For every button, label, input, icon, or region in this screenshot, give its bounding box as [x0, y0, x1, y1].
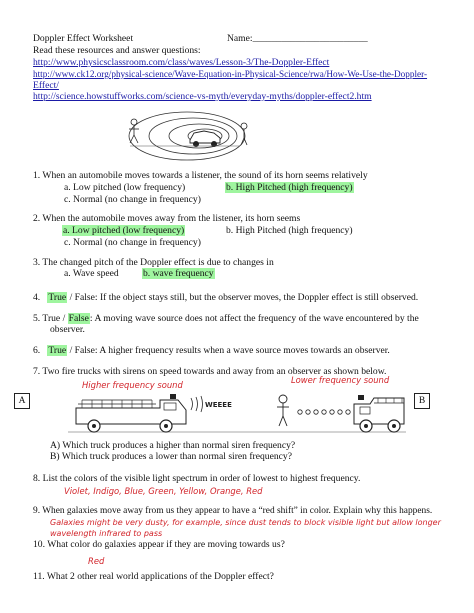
q5-statement: : A moving wave source does not affect the frequency of the wave encountered by the — [89, 313, 419, 324]
q3-option-b-selected: b. wave frequency — [143, 268, 214, 279]
question-2: 2. When the automobile moves away from the listener, its horn seems — [33, 213, 301, 224]
fire-truck-a — [76, 394, 186, 432]
siren-sound-text: WEEEE — [205, 401, 232, 409]
q2-option-c: c. Normal (no change in frequency) — [64, 237, 201, 248]
q1-option-b-selected: b. High Pitched (high frequency) — [226, 182, 353, 193]
q5-statement-continued: observer. — [50, 324, 85, 335]
question-4 — [33, 292, 418, 303]
fire-trucks-illustration — [68, 380, 406, 440]
q6-statement: / False: A higher frequency results when a wave source moves towards an observer. — [67, 345, 390, 356]
q8-answer: Violet, Indigo, Blue, Green, Yellow, Orange, Red — [64, 486, 263, 496]
q7-sub-question-a: A) Which truck produces a higher than normal siren frequency? — [50, 440, 296, 451]
name-field-label: Name:________________________ — [227, 33, 368, 44]
q7-sub-question-b: B) Which truck produces a lower than normal siren frequency? — [50, 451, 292, 462]
stretched-wave-marks — [298, 410, 350, 414]
resource-link-2[interactable]: http://www.ck12.org/physical-science/Wave-Equation-in-Physical-Science/rwa/How-We-Use-the-Doppler- — [33, 69, 428, 79]
q9-answer-line-2: wavelength infrared to pass — [50, 529, 163, 538]
doppler-car-illustration — [120, 102, 250, 164]
question-11: 11. What 2 other real world applications of the Doppler effect? — [33, 571, 274, 582]
fire-truck-b — [354, 395, 404, 432]
q5-prefix: 5. True / — [33, 313, 68, 324]
q2-option-b: b. High Pitched (high frequency) — [226, 225, 353, 236]
resource-link-1[interactable]: http://www.physicsclassroom.com/class/waves/Lesson-3/The-Doppler-Effect — [33, 57, 330, 68]
question-3: 3. The changed pitch of the Doppler effect is due to changes in — [33, 257, 274, 268]
question-7: 7. Two fire trucks with sirens on speed towards and away from an observer as shown below. — [33, 366, 387, 377]
worksheet-title: Doppler Effect Worksheet — [33, 33, 134, 44]
q1-option-c: c. Normal (no change in frequency) — [64, 194, 201, 205]
q1-option-a: a. Low pitched (low frequency) — [64, 182, 186, 193]
question-10: 10. What color do galaxies appear if they are moving towards us? — [33, 539, 285, 550]
q6-number: 6. — [33, 345, 41, 356]
question-9: 9. When galaxies move away from us they appear to have a “red shift” in color. Explain why this happens. — [33, 506, 433, 516]
question-6 — [33, 345, 390, 356]
q10-answer: Red — [88, 556, 105, 566]
question-1: 1. When an automobile moves towards a listener, the sound of its horn seems relatively — [33, 170, 368, 181]
q3-option-a: a. Wave speed — [64, 268, 119, 279]
truck-b-label-box: B — [414, 393, 430, 409]
q4-number: 4. — [33, 292, 41, 303]
q4-true-selected: True — [48, 292, 67, 303]
q5-false-selected: False — [68, 313, 89, 324]
lower-frequency-annotation: Lower frequency sound — [291, 375, 390, 385]
truck-a-label-box: A — [14, 393, 30, 409]
question-8: 8. List the colors of the visible light spectrum in order of lowest to highest frequency. — [33, 473, 361, 484]
resource-link-2-continued[interactable]: Effect/ — [33, 80, 59, 91]
q6-true-selected: True — [48, 345, 67, 356]
resource-link-3[interactable]: http://science.howstuffworks.com/science-vs-myth/everyday-myths/doppler-effect2.htm — [33, 91, 372, 102]
q4-statement: / False: If the object stays still, but the observer moves, the Doppler effect is still observed. — [67, 292, 419, 303]
instructions: Read these resources and answer questions: — [33, 45, 201, 56]
observer-figure — [277, 395, 289, 426]
question-5 — [33, 313, 419, 324]
higher-frequency-annotation: Higher frequency sound — [82, 380, 183, 390]
q2-option-a-selected: a. Low pitched (low frequency) — [63, 225, 185, 236]
q9-answer-line-1: Galaxies might be very dusty, for example, since dust tends to block visible light but allow longer — [50, 518, 441, 527]
